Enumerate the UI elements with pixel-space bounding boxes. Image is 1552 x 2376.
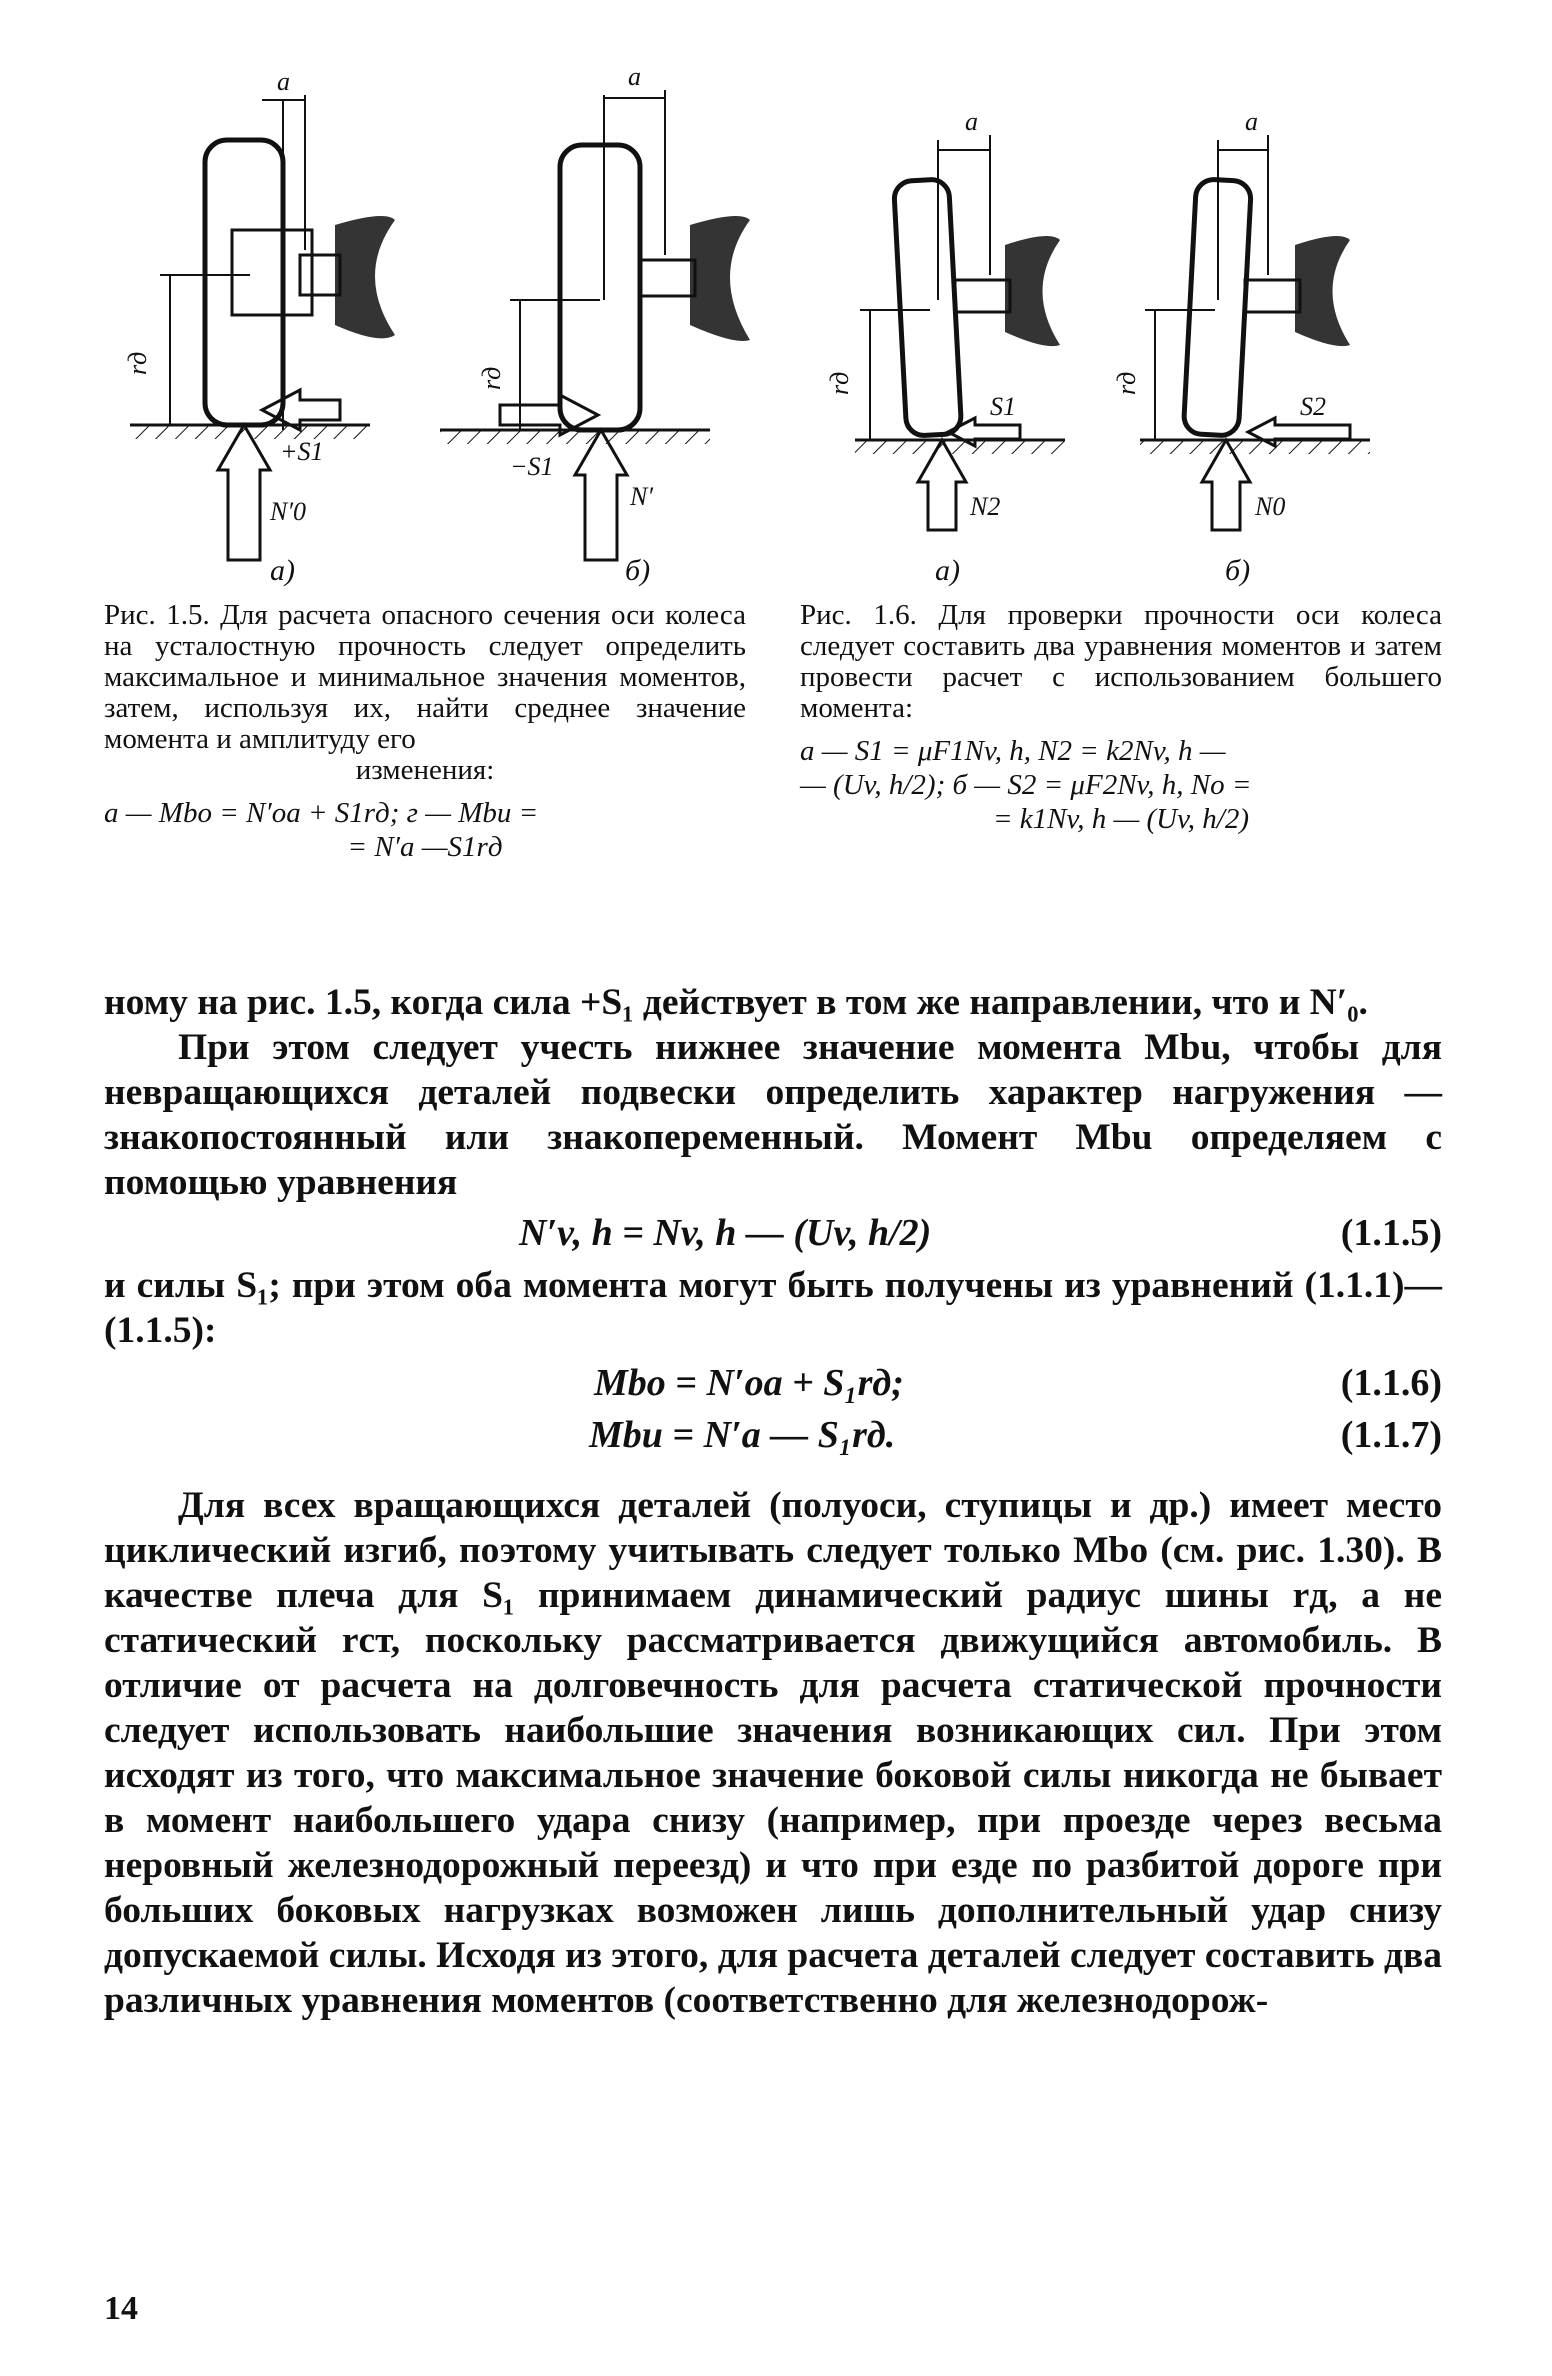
- body-text: [104, 980, 1442, 2023]
- svg-text:a: a: [628, 62, 641, 91]
- fig15a-label-s1: +S1: [280, 437, 324, 466]
- svg-text:−S1: −S1: [510, 452, 554, 481]
- svg-text:a: a: [1245, 107, 1258, 136]
- svg-text:N′: N′: [630, 482, 654, 511]
- equation-1-1-6-formula: Mbo = N′oa + S₁rд;: [594, 1362, 904, 1404]
- svg-text:a: a: [965, 107, 978, 136]
- fig15a-suspension-arm: [335, 216, 395, 338]
- svg-text:rд: rд: [1112, 371, 1141, 395]
- equation-1-1-5-formula: N′v, h = Nv, h — (Uv, h/2): [519, 1212, 932, 1254]
- fig15-caption-eq2: = N′a —S1rд: [347, 831, 503, 863]
- figures-area: [0, 0, 1552, 600]
- equation-1-1-5: [104, 1205, 1442, 1263]
- fig15-caption-eq1: а — Mbo = N′oa + S1rд; г — Mbu =: [104, 797, 539, 829]
- fig15a-wheel: [205, 140, 283, 425]
- paragraph-1: ному на рис. 1.5, когда сила +S₁ действует в том же направлении, что и N′₀.: [104, 982, 1368, 1023]
- equation-1-1-7: [104, 1411, 1442, 1469]
- svg-text:S1: S1: [990, 392, 1016, 421]
- paragraph-4: Для всех вращающихся деталей (полуоси, ступицы и др.) имеет место циклический изгиб, поэтому учитывать следует только Mbo (см. рис. 1.30). В качестве плеча для S₁ принимаем динамический радиус шины rд, а не статический rст, поскольку рассматривается движущийся автомобиль. В отличие от расчета на долговечность для расчета статической прочности следует использовать наибольшие значения возникающих сил. При этом исходят из того, что максимальное значение боковой силы никогда не бывает в момент наибольшего удара снизу (например, при проезде через весьма неровный железнодорожный переезд) и что при езде по разбитой дороге при больших боковых нагрузках возможен лишь дополнительный удар снизу допускаемой силы. Исходя из этого, для расчета деталей следует составить два различных уравнения моментов (соответственно для железнодорож-: [104, 1485, 1442, 2021]
- fig15a-label-rd: rд: [123, 351, 152, 375]
- fig16b-sublabel: б): [1225, 554, 1251, 587]
- fig15b-wheel: [560, 145, 640, 430]
- fig15a-sublabel: а): [270, 554, 295, 587]
- fig16-caption: [800, 600, 1442, 836]
- fig15a-label-n0: N′0: [270, 497, 307, 526]
- fig16-caption-eq2: — (Uv, h/2); б — S2 = μF2Nv, h, No =: [800, 769, 1252, 801]
- svg-text:rд: rд: [825, 371, 854, 395]
- paragraph-3: и силы S₁; при этом оба момента могут быть получены из уравнений (1.1.1)—(1.1.5):: [104, 1265, 1442, 1351]
- svg-text:rд: rд: [477, 366, 506, 390]
- equation-1-1-5-number: (1.1.5): [1340, 1212, 1442, 1254]
- svg-text:S2: S2: [1300, 392, 1326, 421]
- fig16-caption-eq1: а — S1 = μF1Nv, h, N2 = k2Nv, h —: [800, 735, 1226, 767]
- fig15b-diagram: [440, 62, 750, 587]
- fig15-caption-text: Рис. 1.5. Для расчета опасного сечения оси колеса на усталостную прочность следует определить максимальное и минимальное значения моментов, затем, используя их, найти среднее значение момента и амплитуду его: [104, 599, 746, 755]
- fig15a-diagram: [123, 67, 395, 587]
- fig16-caption-text: Рис. 1.6. Для проверки прочности оси колеса следует составить два уравнения моментов и затем провести расчет с использованием большего момента:: [800, 599, 1442, 724]
- fig15-caption: [104, 600, 746, 864]
- fig15a-force-arrow-up: [218, 425, 270, 560]
- equation-1-1-7-number: (1.1.7): [1340, 1414, 1442, 1456]
- fig16-caption-eq3: = k1Nv, h — (Uv, h/2): [992, 803, 1250, 835]
- svg-text:N0: N0: [1255, 492, 1286, 521]
- svg-text:N2: N2: [970, 492, 1001, 521]
- page-number: 14: [104, 2290, 138, 2327]
- fig16a-diagram: [825, 107, 1065, 587]
- fig15-caption-last-line: изменения:: [355, 754, 495, 786]
- equation-1-1-6: [104, 1353, 1442, 1411]
- paragraph-2: При этом следует учесть нижнее значение момента Mbu, чтобы для невращающихся деталей подвески определить характер нагружения — знакопостоянный или знакопеременный. Момент Mbu определяем с помощью уравнения: [104, 1027, 1442, 1203]
- fig16a-sublabel: а): [935, 554, 960, 587]
- equation-1-1-6-number: (1.1.6): [1340, 1362, 1442, 1404]
- fig15b-sublabel: б): [625, 554, 651, 587]
- equation-1-1-7-formula: Mbu = N′a — S₁rд.: [589, 1414, 896, 1456]
- fig16b-diagram: [1112, 107, 1370, 587]
- fig15a-label-a: a: [277, 67, 290, 96]
